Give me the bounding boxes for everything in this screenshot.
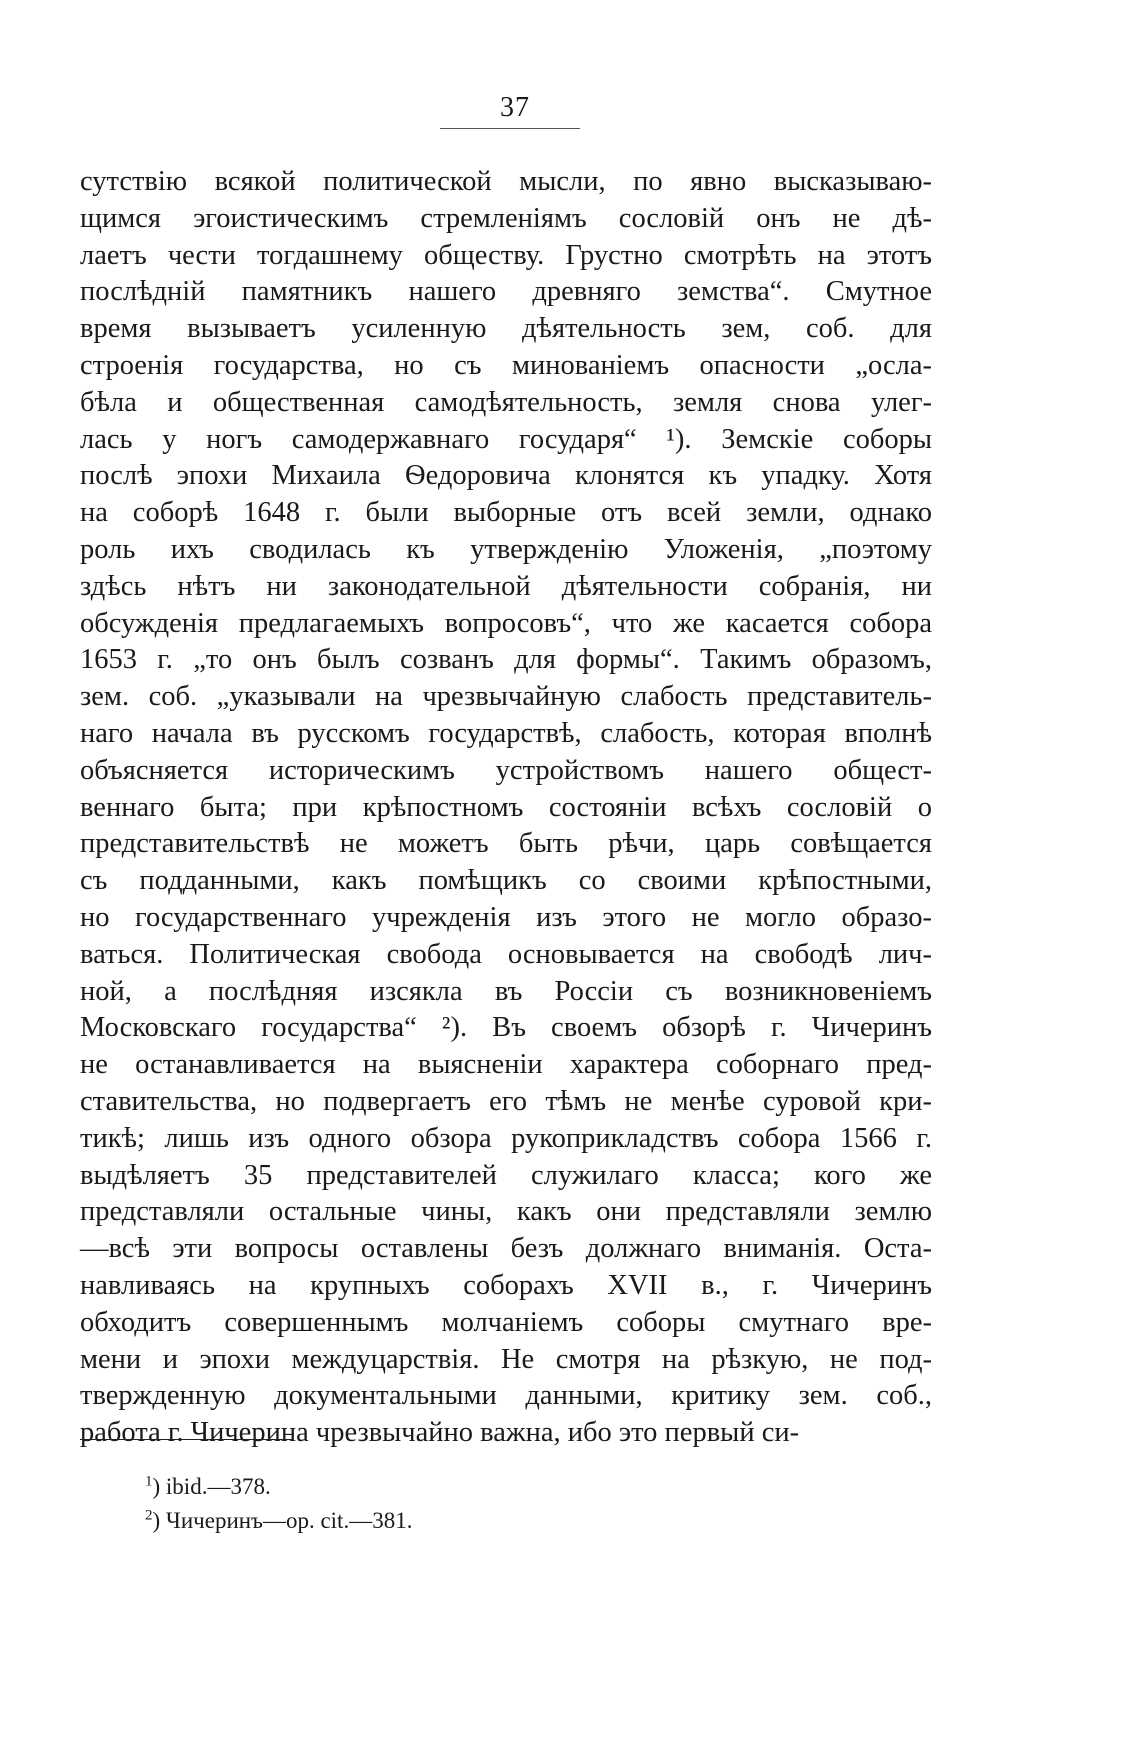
text-line: послѣдній памятникъ нашего древняго земства“. Смутное (80, 276, 932, 308)
text-line: выдѣляетъ 35 представителей служилаго класса; кого же (80, 1159, 932, 1191)
text-line: 1653 г. „то онъ былъ созванъ для формы“. Такимъ образомъ, (80, 644, 932, 676)
text-line: зем. соб. „указывали на чрезвычайную слабость представитель- (80, 681, 932, 713)
text-line: обходитъ совершеннымъ молчаніемъ соборы смутнаго вре- (80, 1306, 932, 1338)
text-line: время вызываетъ усиленную дѣятельность зем, соб. для (80, 313, 932, 345)
text-line: обсужденія предлагаемыхъ вопросовъ“, что же касается собора (80, 607, 932, 639)
text-line: Московскаго государства“ ²). Въ своемъ обзорѣ г. Чичеринъ (80, 1012, 932, 1044)
text-line: наго начала въ русскомъ государствѣ, слабость, которая вполнѣ (80, 717, 932, 749)
page-number: 37 (500, 92, 530, 123)
footnote-mark: 1 (145, 1473, 153, 1490)
text-line: представляли остальные чины, какъ они представляли землю (80, 1196, 932, 1228)
text-line: не останавливается на выясненіи характера соборнаго пред- (80, 1049, 932, 1081)
text-line: ной, а послѣдняя изсякла въ Россіи съ возникновеніемъ (80, 975, 932, 1007)
text-line: тикѣ; лишь изъ одного обзора рукоприкладствъ собора 1566 г. (80, 1122, 932, 1154)
footnote (145, 1470, 412, 1504)
text-line: съ подданными, какъ помѣщикъ со своими крѣпостными, (80, 865, 932, 897)
text-line: —всѣ эти вопросы оставлены безъ должнаго вниманія. Оста- (80, 1233, 932, 1265)
text-line: строенія государства, но съ минованіемъ опасности „осла- (80, 349, 932, 381)
footnote-rule (80, 1439, 292, 1440)
text-line: лась у ногъ самодержавнаго государя“ ¹). Земскіе соборы (80, 423, 932, 455)
text-line: бѣла и общественная самодѣятельность, земля снова улег- (80, 386, 932, 418)
text-line: лаетъ чести тогдашнему обществу. Грустно смотрѣть на этотъ (80, 239, 932, 271)
text-line: объясняется историческимъ устройствомъ нашего общест- (80, 754, 932, 786)
text-line: мени и эпохи междуцарствія. Не смотря на рѣзкую, не под- (80, 1343, 932, 1375)
text-line: твержденную документальными данными, критику зем. соб., (80, 1380, 932, 1412)
text-line: ваться. Политическая свобода основывается на свободѣ лич- (80, 938, 932, 970)
header-rule (440, 128, 580, 129)
footnote-text: ) ibid.—378. (152, 1474, 271, 1499)
text-line: послѣ эпохи Михаила Ѳедоровича клонятся къ упадку. Хотя (80, 460, 932, 492)
footnotes (145, 1470, 412, 1538)
text-line: навливаясь на крупныхъ соборахъ XVII в., г. Чичеринъ (80, 1269, 932, 1301)
text-line: веннаго быта; при крѣпостномъ состояніи всѣхъ сословій о (80, 791, 932, 823)
text-line: щимся эгоистическимъ стремленіямъ сословій онъ не дѣ- (80, 202, 932, 234)
text-line: здѣсь нѣтъ ни законодательной дѣятельности собранія, ни (80, 570, 932, 602)
text-line: сутствію всякой политической мысли, по явно высказываю- (80, 166, 932, 197)
text-line: роль ихъ сводилась къ утвержденію Уложенія, „поэтому (80, 533, 932, 565)
footnote-mark: 2 (145, 1507, 153, 1524)
text-line: на соборѣ 1648 г. были выборные отъ всей земли, однако (80, 497, 932, 529)
text-line: ставительства, но подвергаетъ его тѣмъ не менѣе суровой кри- (80, 1085, 932, 1117)
footnote (145, 1504, 412, 1538)
footnote-text: ) Чичеринъ—op. cit.—381. (152, 1508, 413, 1533)
body-text (80, 164, 932, 1452)
text-line: представительствѣ не можетъ быть рѣчи, царь совѣщается (80, 828, 932, 860)
text-line: работа г. Чичерина чрезвычайно важна, ибо это первый си- (80, 1417, 800, 1449)
text-line: но государственнаго учрежденія изъ этого не могло образо- (80, 901, 932, 933)
